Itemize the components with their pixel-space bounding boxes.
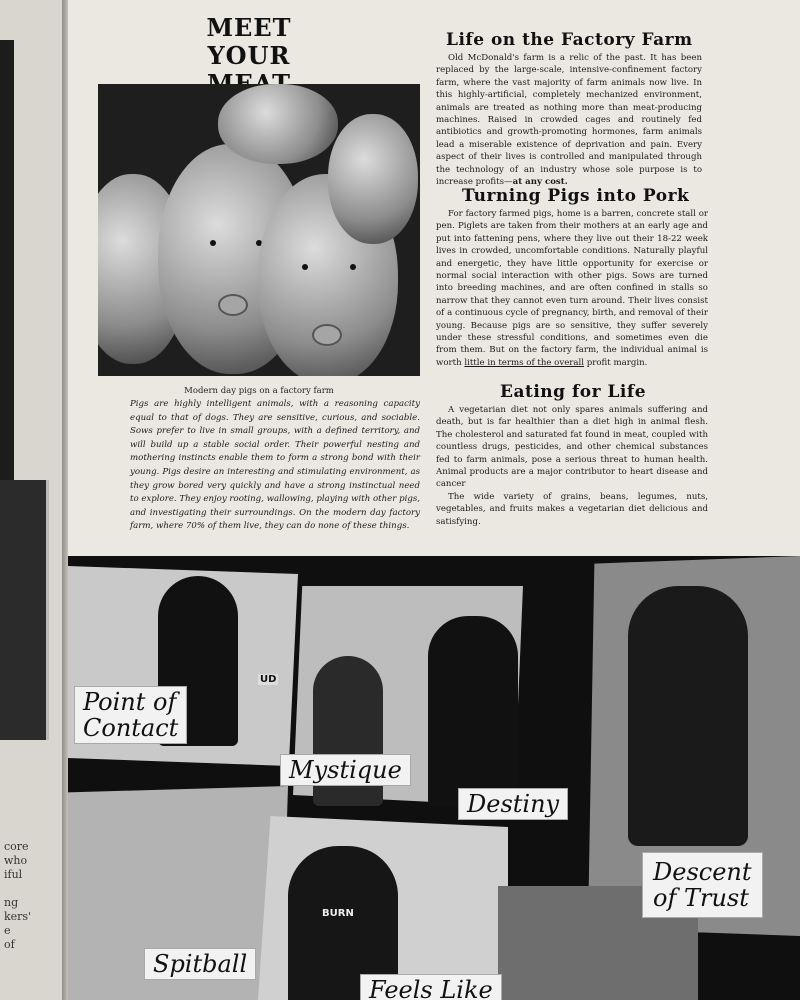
body-paragraph: The wide variety of grains, beans, legumes, nuts, vegetables, and fruits makes a vegetarian diet delicious and satisfying. xyxy=(436,491,708,527)
fragment: who xyxy=(4,854,28,867)
shirt-print: BURN xyxy=(322,908,354,919)
previous-page-dark-band xyxy=(0,40,14,480)
pig xyxy=(328,114,418,244)
underlined-text: little in terms of the overall xyxy=(464,357,585,368)
fragment: core xyxy=(4,840,29,853)
band-label-mystique: Mystique xyxy=(280,754,411,786)
headline-line-1: MEET xyxy=(206,13,292,42)
band-label-feels-like: Feels Like xyxy=(360,974,502,1000)
section-title-pigs-into-pork: Turning Pigs into Pork xyxy=(462,186,690,206)
band-label-descent-of-trust xyxy=(642,852,763,918)
section-title-eating-for-life: Eating for Life xyxy=(500,382,647,402)
band-photo-collage xyxy=(68,556,800,1000)
previous-page-photo xyxy=(0,480,49,740)
body-text: For factory farmed pigs, home is a barren, concrete stall or pen. Piglets are taken from their mothers at an early age and put into fattening pens, where they live out their 18-22 week lives in crowded, uncomfortable conditions. Naturally playful and energetic, they have little opportunity for exercise or normal social interaction with other pigs. Sows are turned into breeding machines, and are often confined in stalls so narrow that they cannot even turn around. Their lives consist of a continuous cycle of pregnancy, birth, and removal of their young. Because pigs are so sensitive, they suffer severely under these stressful conditions, and sometimes even die from them. But on the factory farm, the individual animal is worth xyxy=(436,209,708,368)
fragment: e xyxy=(4,924,11,937)
fragment: ng xyxy=(4,896,19,909)
pig-eye xyxy=(350,264,356,270)
fragment: of xyxy=(4,938,15,951)
section-body-pigs-into-pork xyxy=(436,208,708,369)
section-body-eating-for-life xyxy=(436,404,708,528)
emphasis-text: at any cost. xyxy=(512,177,568,188)
previous-page-text xyxy=(4,840,31,952)
previous-page xyxy=(0,0,68,1000)
body-paragraph: A vegetarian diet not only spares animals suffering and death, but is far healthier than a diet high in animal flesh. The cholesterol and saturated fat found in meat, coupled with countless drugs, pesticides, and other chemical substances fed to farm animals, pose a serious threat to human health. Animal products are a major contributor to heart disease and cancer xyxy=(436,405,708,490)
magazine-page xyxy=(68,0,800,1000)
fragment: iful xyxy=(4,868,23,881)
pig-eye xyxy=(302,264,308,270)
shirt-print: UD xyxy=(260,674,277,685)
fragment: kers' xyxy=(4,910,32,923)
headline-line-2: YOUR xyxy=(207,41,291,70)
photo-caption: Modern day pigs on a factory farm xyxy=(184,386,334,396)
pig-eye xyxy=(210,240,216,246)
band-label-spitball: Spitball xyxy=(144,948,256,980)
singer-figure xyxy=(428,616,518,806)
fragment xyxy=(4,882,31,896)
label-line: Point of xyxy=(83,688,177,716)
pig-snout xyxy=(218,294,248,316)
label-line: Descent xyxy=(653,858,752,886)
body-text: profit margin. xyxy=(584,357,648,368)
pigs-photo xyxy=(98,84,420,376)
guitarist-figure xyxy=(628,586,748,846)
pig-intelligence-text: Pigs are highly intelligent animals, with a reasoning capacity equal to that of dogs. They are sensitive, curious, and sociable. Sows prefer to live in small groups, with a defined territory, and will build up a stable social order. Their powerful nesting and mothering instincts enable them to form a strong bond with their young. Pigs desire an interesting and stimulating environment, as they grow bored very quickly and have a strong instinctual need to explore. They enjoy rooting, wallowing, playing with other pigs, and investigating their surroundings. On the modern day factory farm, where 70% of them live, they can do none of these things. xyxy=(130,399,420,532)
label-line: of Trust xyxy=(653,884,749,912)
band-label-destiny: Destiny xyxy=(458,788,568,820)
body-text: Old McDonald's farm is a relic of the past. It has been replaced by the large-scale, intensive-confinement factory farm, where the vast majority of farm animals now live. In this highly-artificial, completely mechanized environment, animals are treated as nothing more than meat-producing machines. Raised in crowded cages and routinely fed antibiotics and growth-promoting hormones, farm animals lead a miserable existence of deprivation and pain. Every aspect of their lives is controlled and manipulated through the technology of an industry whose sole purpose is to increase profits— xyxy=(436,53,702,188)
pig-snout xyxy=(312,324,342,346)
pig xyxy=(218,84,338,164)
section-body-factory-farm xyxy=(436,52,702,188)
band-label-point-of-contact xyxy=(74,686,187,744)
section-title-factory-farm: Life on the Factory Farm xyxy=(446,30,693,50)
label-line: Contact xyxy=(83,714,179,742)
